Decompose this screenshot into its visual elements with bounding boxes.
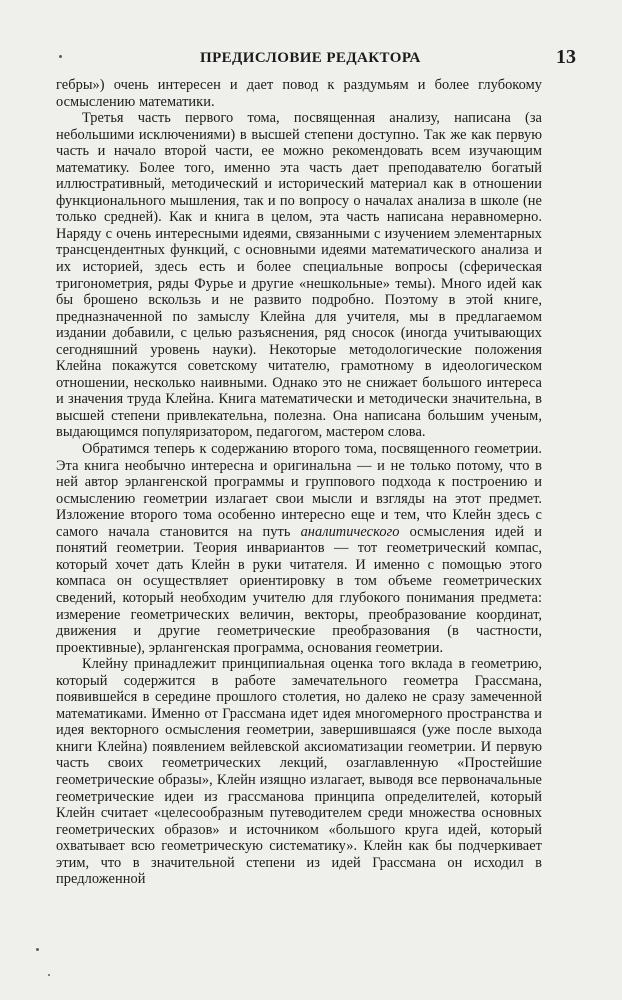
paragraph-geometry-volume xyxy=(56,441,542,656)
paragraph-grassmann: Клейну принадлежит принципиальная оценка того вклада в геометрию, который содержится в работе замечательного геометра Грассмана, появившейся в середине прошлого столетия, но далеко не сразу замеченной математиками. Именно от Грассмана идет идея многомерного пространства и идея векторного осмысления геометрии, завершившаяся (уже после выхода книги Клейна) появлением вейлевской аксиоматизации геометрии. И первую часть своих геометрических лекций, озаглавленную «Простейшие геометрические образы», Клейн изящно излагает, выводя все первоначальные геометрические идеи из грассманова принципа определителей, который Клейн считает «целесообразным путеводителем среди множества основных геометрических образов» и источником «большого круга идей, который охватывает всю геометрическую систематику». Клейн как бы подчеркивает этим, что в значительной степени из идей Грассмана он исходил в предложенной xyxy=(56,656,542,888)
paragraph-analysis-part: Третья часть первого тома, посвященная анализу, написана (за небольшими исключениями) в высшей степени доступно. Так же как первую часть и начало второй части, ее можно рекомендовать всем изучающим математику. Более того, именно эта часть дает преподавателю богатый иллюстративный, методический и исторический материал как в отношении функционального мышления, так и по вопросу о началах анализа в школе (не только средней). Как и книга в целом, эта часть написана неравномерно. Наряду с очень интересными идеями, связанными с изучением элементарных трансцендентных функций, с основными идеями математического анализа и их историей, здесь есть и более специальные вопросы (сферическая тригонометрия, ряды Фурье и другие «нешкольные» темы). Много идей как бы брошено вскользь и не развито подробно. Поэтому в этой книге, предназначенной по замыслу Клейна для учителя, мы в предлагаемом издании добавили, с целью разъяснения, ряд сносок (иногда учитывающих сегодняшний уровень науки). Некоторые методологические положения Клейна покажутся советскому читателю, грамотному в идеологическом отношении, несколько наивными. Однако это не снижает большого интереса и значения труда Клейна. Книга математически и методически значительна, в высшей степени привлекательна, полезна. Она написана большим ученым, выдающимся популяризатором, педагогом, мастером слова. xyxy=(56,110,542,441)
italic-term-analytic: аналитического xyxy=(300,523,400,540)
scan-speck xyxy=(48,974,50,976)
paragraph-text-segment: осмысления идей и понятий геометрии. Теория инвариантов — тот геометрический компас, который хочет дать Клейн в руки читателя. И именно с помощью этого компаса он осуществляет ориентировку в том объеме геометрических сведений, который необходим учителю для глубокого понимания предмета: измерение геометрических величин, векторы, преобразование координат, движения и другие геометрические преобразования (в частности, проективные), эрлангенская программа, основания геометрии. xyxy=(56,523,542,656)
body-text xyxy=(56,77,542,888)
scan-speck xyxy=(36,948,39,951)
scan-speck xyxy=(59,55,62,58)
running-head xyxy=(56,44,576,68)
paragraph-text-segment: Обратимся теперь к содержанию второго тома, посвященного геометрии. Эта книга необычно интересна и оригинальна — и не только потому, что в ней автор эрлангенской программы и группового подхода к построению и осмыслению геометрии излагает свои мысли и взгляды на этот предмет. Изложение второго тома особенно интересно еще и тем, что Клейн здесь с самого начала становится на путь xyxy=(56,441,542,540)
page-number: 13 xyxy=(556,46,576,68)
paragraph-continued-algebra: гебры») очень интересен и дает повод к раздумьям и более глубокому осмыслению математики. xyxy=(56,77,542,110)
running-head-title: ПРЕДИСЛОВИЕ РЕДАКТОРА xyxy=(200,50,421,66)
